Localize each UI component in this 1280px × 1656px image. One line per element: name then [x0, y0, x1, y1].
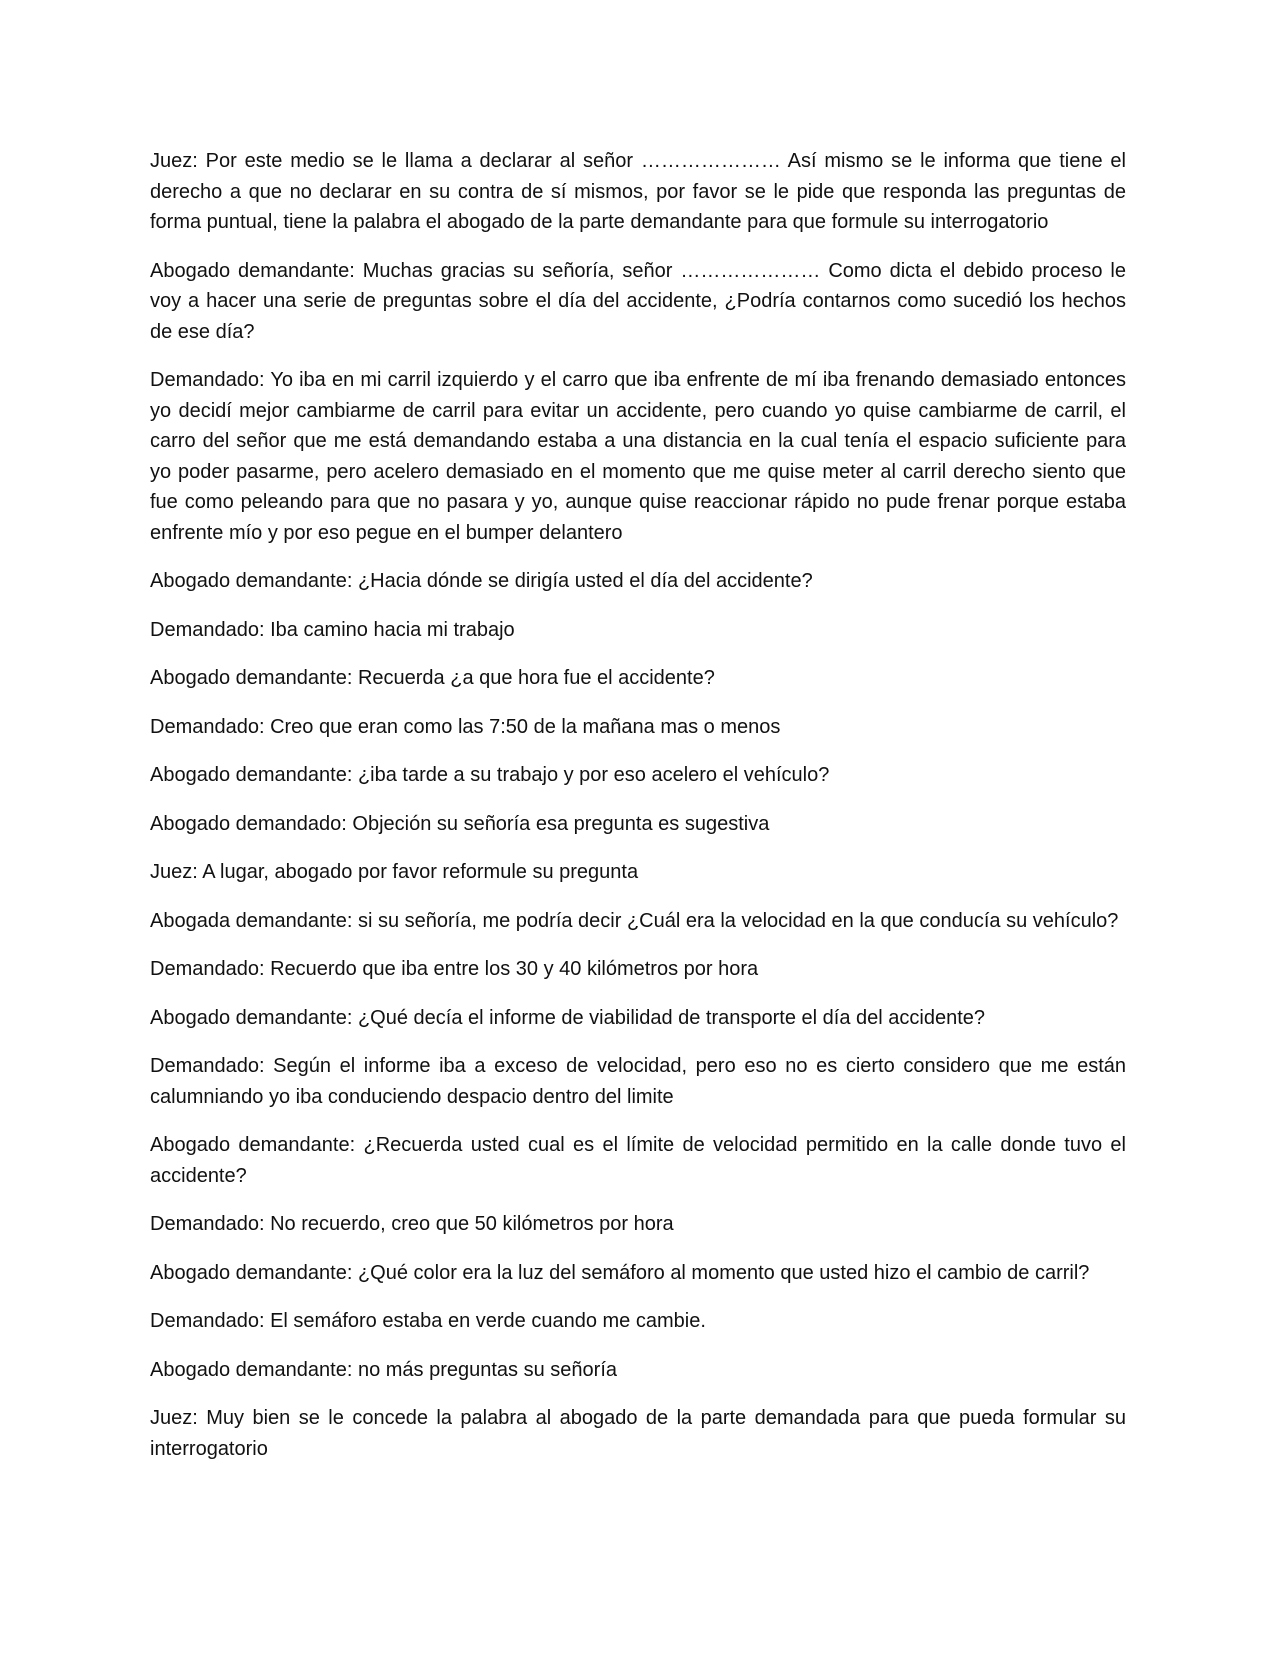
paragraph-abogado-intro: Abogado demandante: Muchas gracias su señoría, señor ………………… Como dicta el debido proceso le voy a hacer una serie de preguntas sobre el día del accidente, ¿Podría contarnos como sucedió los hechos de ese día?: [150, 259, 1126, 343]
paragraph-pregunta-tarde: Abogado demandante: ¿iba tarde a su trabajo y por eso acelero el vehículo?: [150, 764, 830, 786]
paragraph-objecion: Abogado demandado: Objeción su señoría esa pregunta es sugestiva: [150, 812, 770, 835]
paragraph-respuesta-informe: Demandado: Según el informe iba a exceso de velocidad, pero eso no es cierto considero que me están calumniando yo iba conduciendo despacio dentro del limite: [150, 1055, 1126, 1108]
paragraph-respuesta-hora: Demandado: Creo que eran como las 7:50 de la mañana mas o menos: [150, 715, 781, 738]
paragraph-respuesta-velocidad: Demandado: Recuerdo que iba entre los 30 y 40 kilómetros por hora: [150, 958, 759, 980]
paragraph-pregunta-informe: Abogado demandante: ¿Qué decía el informe de viabilidad de transporte el día del accidente?: [150, 1006, 985, 1029]
paragraph-pregunta-limite: Abogado demandante: ¿Recuerda usted cual es el límite de velocidad permitido en la calle donde tuvo el accidente?: [150, 1134, 1126, 1187]
paragraph-respuesta-limite: Demandado: No recuerdo, creo que 50 kilómetros por hora: [150, 1213, 674, 1235]
paragraph-juez-concede: Juez: Muy bien se le concede la palabra al abogado de la parte demandada para que pueda formular su interrogatorio: [150, 1407, 1126, 1460]
paragraph-respuesta-semaforo: Demandado: El semáforo estaba en verde cuando me cambie.: [150, 1310, 706, 1332]
paragraph-respuesta-destino: Demandado: Iba camino hacia mi trabajo: [150, 618, 515, 641]
paragraph-juez-reformule: Juez: A lugar, abogado por favor reformule su pregunta: [150, 861, 639, 883]
document-body: [150, 146, 1126, 1482]
paragraph-pregunta-hora: Abogado demandante: Recuerda ¿a que hora fue el accidente?: [150, 667, 715, 689]
paragraph-demandado-relato: Demandado: Yo iba en mi carril izquierdo y el carro que iba enfrente de mí iba frenando demasiado entonces yo decidí mejor cambiarme de carril para evitar un accidente, pero cuando yo quise cambiarme de carril, el carro del señor que me está demandando estaba a una distancia en la cual tenía el espacio suficiente para yo poder pasarme, pero acelero demasiado en el momento que me quise meter al carril derecho siento que fue como peleando para que no pasara y yo, aunque quise reaccionar rápido no pude frenar porque estaba enfrente mío y por eso pegue en el bumper delantero: [150, 369, 1126, 544]
paragraph-no-mas-preguntas: Abogado demandante: no más preguntas su señoría: [150, 1358, 617, 1381]
paragraph-pregunta-semaforo: Abogado demandante: ¿Qué color era la luz del semáforo al momento que usted hizo el cambio de carril?: [150, 1261, 1090, 1284]
paragraph-pregunta-destino: Abogado demandante: ¿Hacia dónde se dirigía usted el día del accidente?: [150, 570, 813, 592]
paragraph-juez-intro: Juez: Por este medio se le llama a declarar al señor ………………… Así mismo se le informa que tiene el derecho a que no declarar en su contra de sí mismos, por favor se le pide que responda las preguntas de forma puntual, tiene la palabra el abogado de la parte demandante para que formule su interrogatorio: [150, 150, 1126, 233]
paragraph-pregunta-velocidad: Abogada demandante: si su señoría, me podría decir ¿Cuál era la velocidad en la que conducía su vehículo?: [150, 909, 1119, 932]
